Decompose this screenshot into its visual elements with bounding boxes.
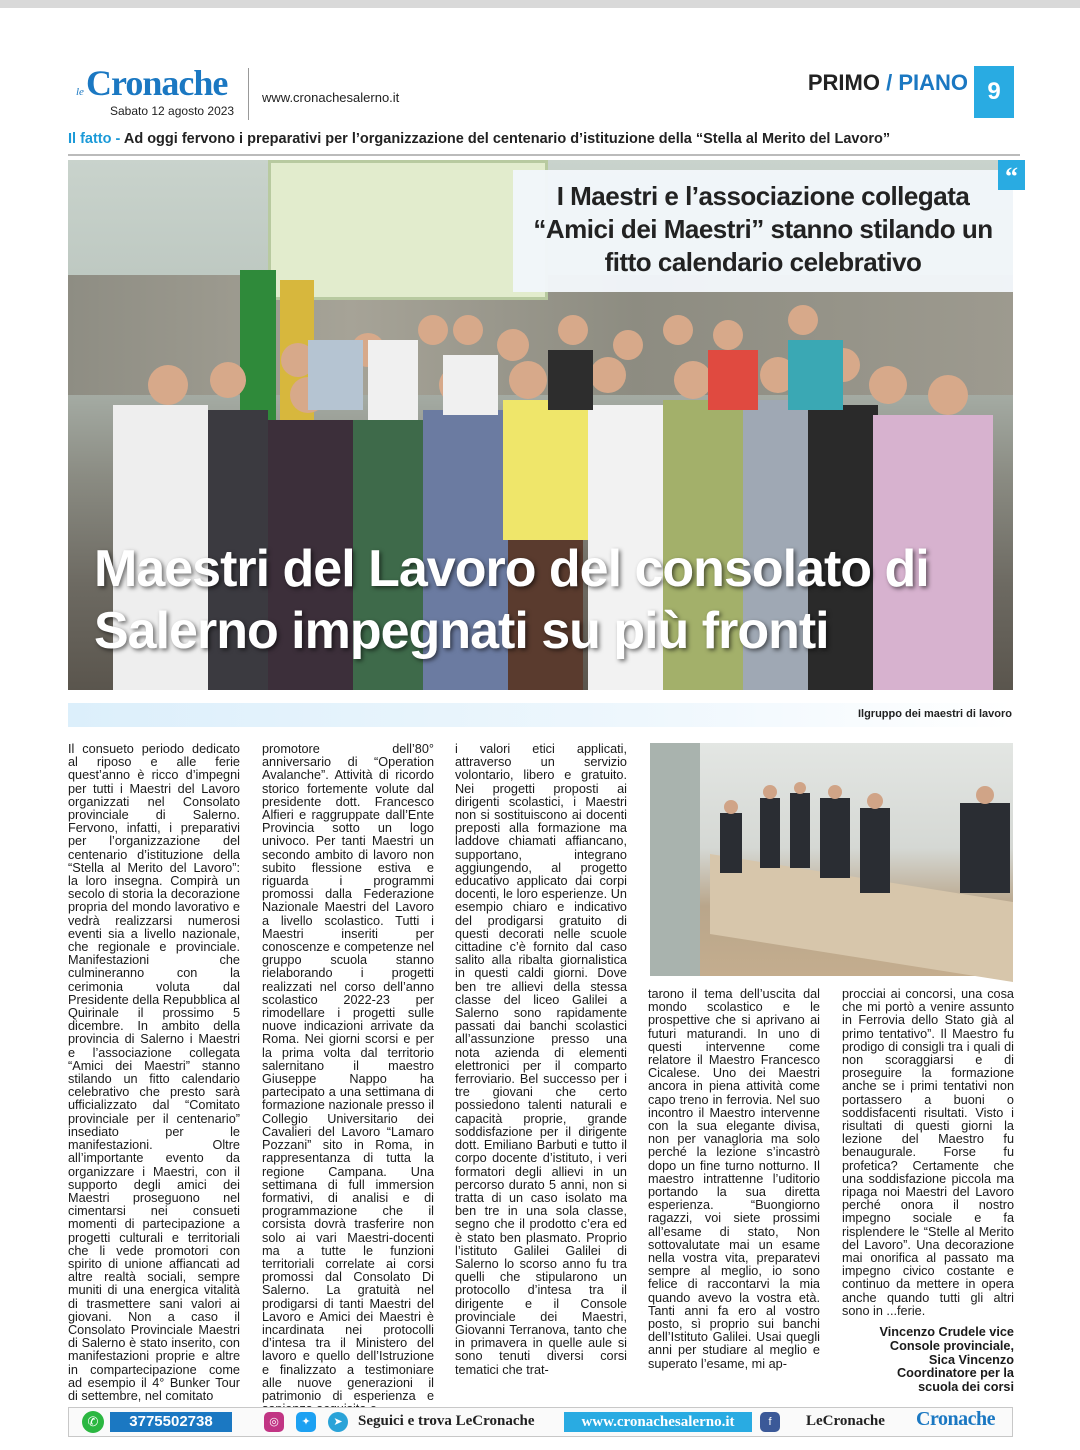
section-secondary: PIANO	[898, 70, 968, 95]
article-column-3: i valori etici applicati, attraverso un servizio volontario, libero e gratuito. Nei progetti proposti ai dirigenti scolastici, i Maestri non si sostituiscono ai docenti preposti alla formazione ma laddove chiamati affiancano, supportano, integrano aggiungendo, al progetto educativo applicato dai corpi docenti, le loro esperienze. Un esempio chiaro e indicativo del prodigarsi gratuito di questi decorati nelle scuole cittadine c’è fornito dal caso salito alla ribalta giornalistica in questi caldi giorni. Dove ben tre allievi della stessa classe del liceo Galilei a Salerno sono rapidamente passati dai banchi scolastici all’assunzione presso una nota azienda di elementi elettronici per il comparto ferroviario. Bel successo per i tre giovani che certo possiedono talenti naturali e capacità proprie, grande soddisfazione per il dirigente dott. Emiliano Barbuti e tutto il corpo docente d’istituto, i veri formatori degli allievi in un percorso durato 5 anni, non si tratta di un caso isolato ma ben tre in una sola classe, segno che il prodotto c’era ed è stato ben plasmato. Proprio l’istituto Galilei Galilei di Salerno lo scorso anno fu tra quelli che stipularono un protocollo d’intesa tra il dirigente e il Console provinciale dei Maestri, Giovanni Terranova, tanto che in primavera in quelle aule si sono tenuti diversi corsi tematici che trat-	[455, 742, 627, 1377]
top-edge	[0, 0, 1080, 8]
section-sep: /	[879, 70, 899, 95]
facebook-icon[interactable]: f	[760, 1412, 780, 1432]
signature-line-4: Coordinatore per la	[896, 1366, 1014, 1381]
classroom-photo	[650, 743, 1013, 976]
logo-prefix: le	[76, 86, 84, 98]
section-title	[808, 70, 968, 96]
article-column-4: tarono il tema dell’uscita dal mondo scolastico e le prospettive che si aprivano ai futuri maturandi. In uno di questi intervenne come relatore il Maestro Francesco Cicalese. Uno dei Maestri ancora in piena attività come capo treno in ferrovia. Nel suo incontro il Maestro intervenne con la sua elegante divisa, non per vanagloria ma solo perché la lezione s’incastrò dopo un fine turno notturno. Il maestro intrattenne l’uditorio portando la sua diretta esperienza. “Buongiorno ragazzi, voi siete prossimi all’esame di stato, Non sottovalutate mai un esame nella vostra vita, preparatevi sempre al meglio, io sono felice di raccontarvi la mia quando avevo la vostra età. Tanti anni fa ero al vostro posto, sì proprio sui banchi dell’Istituto Galilei. Usai quegli anni per studiare al meglio e superato l’esame, mi ap-	[648, 987, 820, 1371]
whatsapp-icon[interactable]: ✆	[82, 1411, 104, 1433]
telegram-icon[interactable]: ➤	[328, 1412, 348, 1432]
quote-mark: “	[998, 160, 1025, 190]
section-primary: PRIMO	[807, 70, 880, 95]
kicker-text: Ad oggi fervono i preparativi per l’organizzazione del centenario d’istituzione della “Stella al Merito del Lavoro”	[123, 131, 891, 147]
signature-line-5: scuola dei corsi	[918, 1380, 1014, 1395]
footer-site[interactable]: www.cronachesalerno.it	[564, 1412, 752, 1432]
masthead-divider	[248, 68, 249, 120]
kicker	[68, 131, 1018, 147]
photo-projection-screen	[268, 160, 548, 300]
article-column-1: Il consueto periodo dedicato al riposo e alle ferie quest’anno è ricco d’impegni per tutti i Maestri del Lavoro organizzati nel Consolato provinciale di Salerno. Fervono, infatti, i preparativi per l’organizzazione del centenario d’istituzione della “Stella al Merito del Lavoro”: la loro insegna. Compirà un secolo di storia la decorazione propria del mondo lavorativo e vedrà realizzarsi numerosi eventi sia a livello nazionale, che regionale e provinciale. Manifestazioni che culmineranno con la cerimonia voluta dal Presidente della Repubblica al Quirinale il prossimo 5 dicembre. In ambito della provincia di Salerno i Maestri e l’associazione collegata “Amici dei Maestri” stanno stilando un fitto calendario celebrativo che presto sarà ufficializzato dal “Comitato provinciale per il centenario” insediato per le manifestazioni. Oltre all’importante evento da organizzare i Maestri, con il supporto degli amici dei Maestri proseguono nel cimentarsi nei consueti momenti di partecipazione a progetti culturali e territoriali che li vede promotori con spirito di unione affiancati ad altre realtà sociali, sempre muniti di una energica vitalità di trasmettere sani valori ai giovani. Non a caso il Consolato Provinciale Maestri di Salerno è stato inserito, con manifestazioni proprie e altre in compartecipazione come ad esempio il 4° Bunker Tour di settembre, nel comitato	[68, 742, 240, 1403]
photo-caption: Ilgruppo dei maestri di lavoro	[857, 708, 1012, 720]
footer-follow-text: Seguici e trova LeCronache	[358, 1413, 535, 1429]
instagram-icon[interactable]: ◎	[264, 1412, 284, 1432]
pull-quote: I Maestri e l’associazione collegata “Amici dei Maestri” stanno stilando un fitto calendario celebrativo	[533, 181, 993, 277]
signature-line-2: Console provinciale,	[889, 1338, 1014, 1353]
kicker-label: Il fatto -	[68, 131, 124, 147]
photo2-window	[650, 743, 700, 976]
twitter-icon[interactable]: ✦	[296, 1412, 316, 1432]
article-column-5: procciai ai concorsi, una cosa che mi portò a venire assunto in Ferrovia dello Stato già al primo tentativo”. Il Maestro fu prodigo di consigli tra i quali di non scoraggiarsi e di proseguire la formazione anche se i primi tentativi non portassero a buoni o soddisfacenti risultati. Visto i risultati di questi giorni la lezione del Maestro fu benaugurale. Forse fu profetica? Certamente che una soddisfazione piccola ma ripaga noi Maestri del Lavoro perché onora il nostro impegno sociale e fa risplendere le “Stelle al Merito del Lavoro”. Una decorazione mai onorifica al passato ma impegno civico costante e continuo da mettere in opera anche quando tutti gli altri sono in ...ferie.	[842, 987, 1014, 1318]
article-headline: Maestri del Lavoro del consolato di Salerno impegnati su più fronti	[94, 540, 929, 660]
author-signature	[842, 1326, 1014, 1395]
footer-phone[interactable]: 3775502738	[110, 1412, 232, 1432]
newspaper-logo: Cronache	[86, 63, 228, 103]
photo2-people	[720, 783, 1010, 893]
kicker-rule	[68, 154, 1020, 156]
footer-logo: Cronache	[916, 1408, 995, 1430]
issue-date: Sabato 12 agosto 2023	[110, 104, 235, 118]
website-url: www.cronachesalerno.it	[262, 90, 400, 105]
signature-line-1: Vincenzo Crudele vice	[879, 1325, 1014, 1339]
footer-name: LeCronache	[806, 1413, 885, 1429]
signature-line-3: Sica Vincenzo	[928, 1352, 1014, 1367]
page-number: 9	[974, 66, 1014, 118]
article-column-2: promotore dell’80° anniversario di “Operation Avalanche”. Attività di ricordo storico fortemente volute dal presidente dott. Francesco Alfieri e raggruppate dall’Ente Provincia sotto un logo univoco. Per tanti Maestri un secondo ambito di lavoro non subito flessione estiva e riguarda i programmi promossi dalla Federazione Nazionale Maestri del Lavoro a livello scolastico. Tutti i Maestri inseriti per conoscenze e competenze nel gruppo scuola stanno rielaborando i progetti realizzati nel corso dell’anno scolastico 2022-23 per rimodellare i progetti sulle nuove indicazioni arrivate da Roma. Nei giorni scorsi e per la prima volta dal territorio salernitano il maestro Giuseppe Nappo ha partecipato a una settimana di formazione nazionale presso il Collegio Universitario dei Cavalieri del Lavoro “Lamaro Pozzani” sito in Roma, in rappresentanza di tutta la regione Campana. Una settimana di full immersion formativi, di analisi e di programmazione che il corsista dovrà trasferire non solo ai vari Maestri-docenti ma a tutte le funzioni territoriali correlate ai corsi promossi dal Consolato Di Salerno. La gratuità nel prodigarsi di tanti Maestri del Lavoro e Amici dei Maestri è incardinata nei protocolli d’intesa tra il Ministero del lavoro e quello dell’Istruzione e finalizzato a testimoniare alle nuove generazioni il patrimonio di esperienza e	[262, 742, 434, 1403]
